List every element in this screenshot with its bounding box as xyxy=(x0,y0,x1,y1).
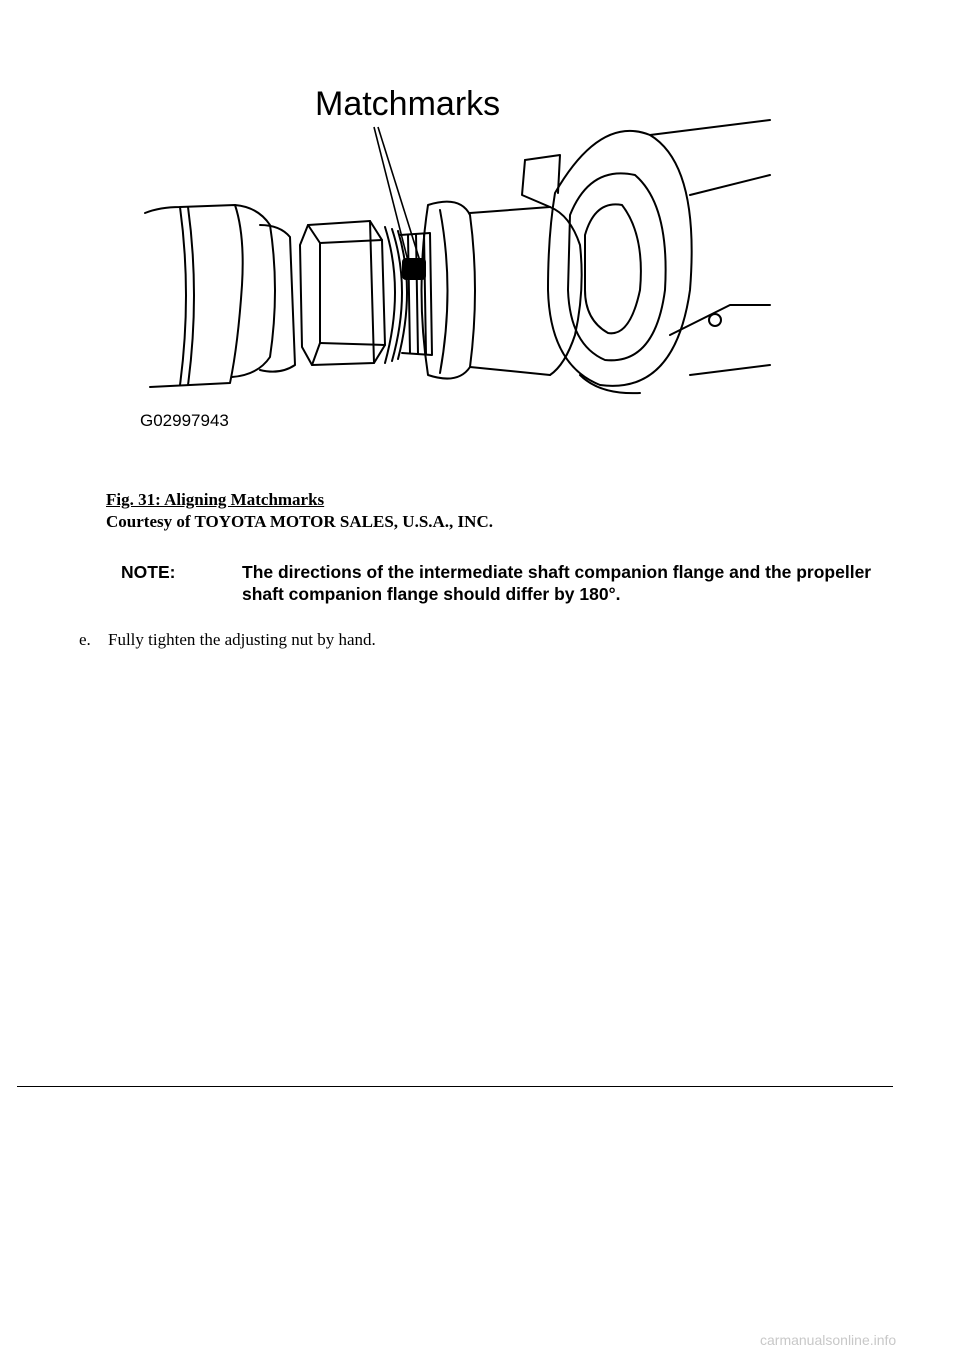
figure-caption xyxy=(106,489,493,533)
note-text: The directions of the intermediate shaft companion flange and the propeller shaft companion flange should differ by 180°. xyxy=(242,562,872,604)
procedure-step xyxy=(79,629,376,651)
step-marker: e. xyxy=(79,630,91,649)
figure-illustration xyxy=(130,75,780,435)
propeller-shaft-illustration xyxy=(130,75,780,435)
figure-title: Fig. 31: Aligning Matchmarks xyxy=(106,490,325,509)
watermark: carmanualsonline.info xyxy=(760,1332,897,1348)
figure-callout-label: Matchmarks xyxy=(315,85,501,123)
page-divider xyxy=(17,1086,893,1087)
figure-code: G02997943 xyxy=(140,411,229,430)
figure-credit: Courtesy of TOYOTA MOTOR SALES, U.S.A., INC. xyxy=(106,512,493,531)
step-text: Fully tighten the adjusting nut by hand. xyxy=(108,630,376,649)
note-label: NOTE: xyxy=(121,562,176,582)
